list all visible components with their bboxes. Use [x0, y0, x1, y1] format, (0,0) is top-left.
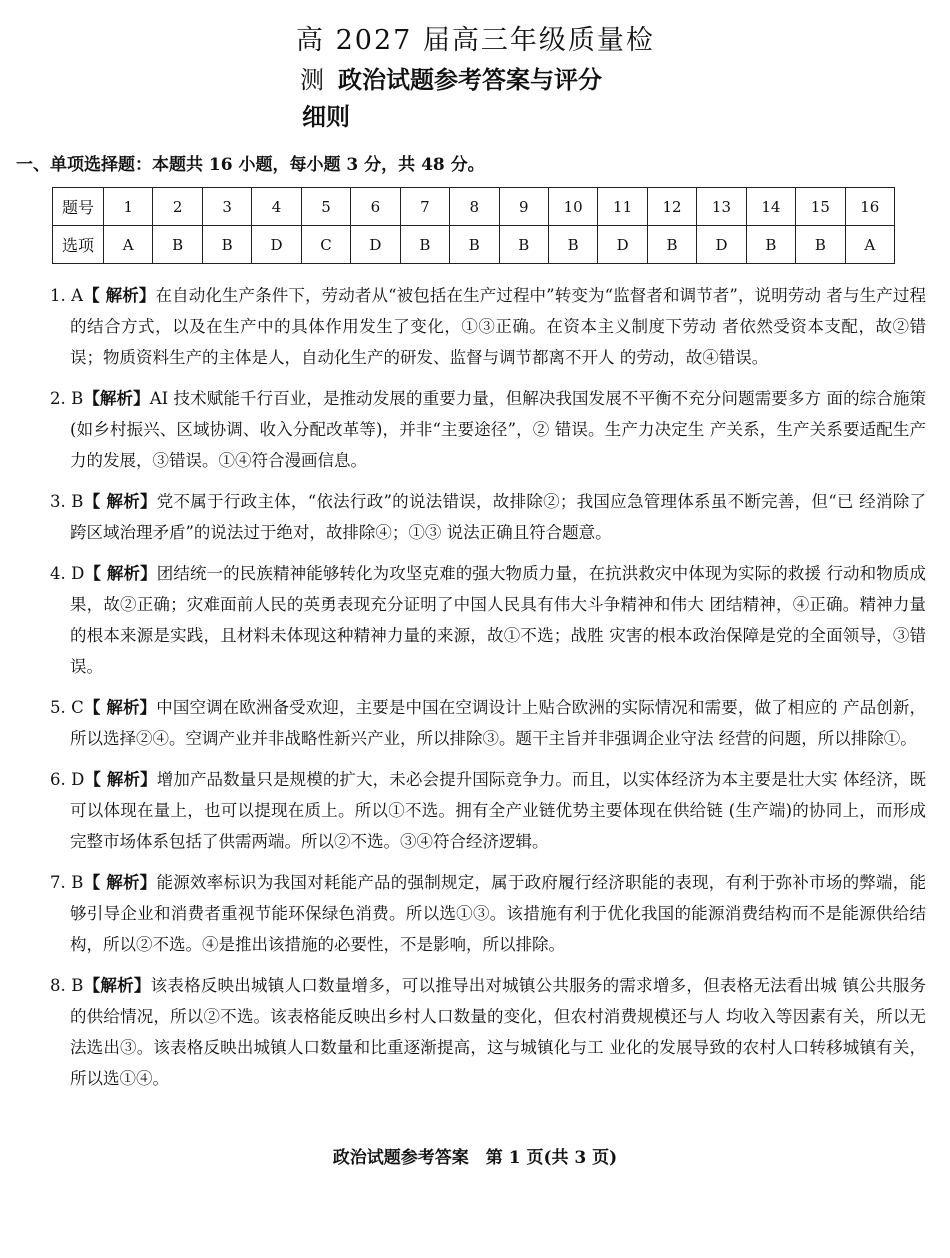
document-title-line1: 高 2027 届高三年级质量检 [296, 25, 655, 56]
answer-cell: B [548, 226, 597, 264]
section-heading: 一、单项选择题：本题共 16 小题，每小题 3 分，共 48 分。 [16, 155, 485, 175]
question-number-cell: 3 [202, 188, 251, 226]
explanation-item [16, 558, 926, 682]
analysis-text: 该表格反映出城镇人口数量增多，可以推导出对城镇公共服务的需求增多，但表格无法看出城 镇公共服务的供给情况，所以②不选。该表格能反映出乡村人口数量的变化，但农村消费规模还与人 均收入等因素有关，所以无法选出③。该表格反映出城镇人口数量和比重逐渐提高，这与城镇化与工 业化的发展导致的农村人口转移城镇有关，所以选①④。 [70, 976, 926, 1088]
answer-cell: B [400, 226, 449, 264]
explanation-item [16, 867, 926, 960]
question-number-cell: 1 [104, 188, 153, 226]
answer-cell: B [796, 226, 845, 264]
question-number-cell: 15 [796, 188, 845, 226]
answer-cell: B [499, 226, 548, 264]
answer-cell: C [301, 226, 350, 264]
item-number: 1. A [50, 286, 84, 305]
answer-cell: A [845, 226, 894, 264]
answer-table [52, 187, 895, 264]
analysis-text: 团结统一的民族精神能够转化为攻坚克难的强大物质力量，在抗洪救灾中体现为实际的救援 行动和物质成果，故②正确；灾难面前人民的英勇表现充分证明了中国人民具有伟大斗争精神和伟大 团结精神，④正确。精神力量的根本来源是实践，且材料未体现这种精神力量的来源，故①不选；战胜 灾害的根本政治保障是党的全面领导，③错误。 [70, 564, 926, 676]
question-number-cell: 13 [697, 188, 746, 226]
question-number-cell: 2 [153, 188, 202, 226]
explanation-item [16, 764, 926, 857]
analysis-tag: 【 解析】 [83, 873, 157, 892]
title-line2-main: 政治试题参考答案与评分 [338, 65, 602, 94]
question-number-cell: 6 [351, 188, 400, 226]
question-number-cell: 12 [647, 188, 696, 226]
analysis-tag: 【解析】 [83, 976, 151, 995]
answer-cell: B [746, 226, 795, 264]
question-number-cell: 16 [845, 188, 894, 226]
answer-cell: B [450, 226, 499, 264]
explanation-list [16, 280, 926, 1104]
item-number: 8. B [50, 976, 84, 995]
analysis-tag: 【解析】 [83, 389, 150, 408]
answer-cell: D [697, 226, 746, 264]
explanation-item [16, 280, 926, 373]
answer-cell: D [252, 226, 301, 264]
question-number-cell: 11 [598, 188, 647, 226]
question-number-cell: 7 [400, 188, 449, 226]
explanation-item [16, 692, 926, 754]
answer-table-answer-row [53, 226, 895, 264]
question-number-cell: 9 [499, 188, 548, 226]
analysis-text: 党不属于行政主体，“依法行政”的说法错误，故排除②；我国应急管理体系虽不断完善，但“已 经消除了跨区域治理矛盾”的说法过于绝对，故排除④；①③ 说法正确且符合题意。 [70, 492, 926, 542]
answer-cell: A [104, 226, 153, 264]
analysis-tag: 【 解析】 [84, 564, 157, 583]
analysis-tag: 【 解析】 [83, 286, 156, 305]
answer-cell: D [351, 226, 400, 264]
answer-cell: D [598, 226, 647, 264]
title-line2-prefix: 测 [300, 66, 324, 94]
document-title-line2 [300, 60, 602, 95]
explanation-item [16, 486, 926, 548]
document-title-line3: 细则 [302, 102, 350, 131]
analysis-text: 在自动化生产条件下，劳动者从“被包括在生产过程中”转变为“监督者和调节者”，说明劳动 者与生产过程的结合方式，以及在生产中的具体作用发生了变化，①③正确。在资本主义制度下劳动 者依然受资本支配，故②错误；物质资料生产的主体是人，自动化生产的研发、监督与调节都离不开人 的劳动，故④错误。 [70, 286, 926, 367]
answer-table-number-row [53, 188, 895, 226]
question-number-cell: 5 [301, 188, 350, 226]
item-number: 5. C [50, 698, 84, 717]
question-number-cell: 10 [548, 188, 597, 226]
item-number: 2. B [50, 389, 84, 408]
analysis-text: 中国空调在欧洲备受欢迎，主要是中国在空调设计上贴合欧洲的实际情况和需要，做了相应的 产品创新，所以选择②④。空调产业并非战略性新兴产业，所以排除③。题干主旨并非强调企业守法 经营的问题，所以排除①。 [70, 698, 926, 748]
row-header-question-number: 题号 [53, 188, 104, 226]
item-number: 4. D [50, 564, 85, 583]
item-number: 7. B [50, 873, 84, 892]
analysis-tag: 【 解析】 [83, 698, 157, 717]
analysis-text: AI 技术赋能千行百业，是推动发展的重要力量，但解决我国发展不平衡不充分问题需要多方 面的综合施策(如乡村振兴、区域协调、收入分配改革等)，并非“主要途径”，② 错误。生产力决定生 产关系，生产关系要适配生产力的发展，③错误。①④符合漫画信息。 [70, 389, 926, 470]
analysis-tag: 【 解析】 [84, 770, 157, 789]
question-number-cell: 14 [746, 188, 795, 226]
explanation-item [16, 970, 926, 1094]
answer-cell: B [647, 226, 696, 264]
analysis-text: 能源效率标识为我国对耗能产品的强制规定，属于政府履行经济职能的表现，有利于弥补市场的弊端，能够引导企业和消费者重视节能环保绿色消费。所以选①③。该措施有利于优化我国的能源消费结构而不是能源供给结构，所以②不选。④是推出该措施的必要性，不是影响，所以排除。 [70, 873, 927, 954]
question-number-cell: 8 [450, 188, 499, 226]
analysis-tag: 【 解析】 [83, 492, 157, 511]
explanation-item [16, 383, 926, 476]
page-footer: 政治试题参考答案 第 1 页(共 3 页) [332, 1148, 618, 1168]
row-header-answer: 选项 [53, 226, 104, 264]
question-number-cell: 4 [252, 188, 301, 226]
answer-cell: B [202, 226, 251, 264]
item-number: 6. D [50, 770, 85, 789]
answer-cell: B [153, 226, 202, 264]
item-number: 3. B [50, 492, 84, 511]
analysis-text: 增加产品数量只是规模的扩大，未必会提升国际竞争力。而且，以实体经济为本主要是壮大实 体经济，既可以体现在量上，也可以提现在质上。所以①不选。拥有全产业链优势主要体现在供给链 (生产端)的协同上，而形成完整市场体系包括了供需两端。所以②不选。③④符合经济逻辑。 [70, 770, 926, 851]
